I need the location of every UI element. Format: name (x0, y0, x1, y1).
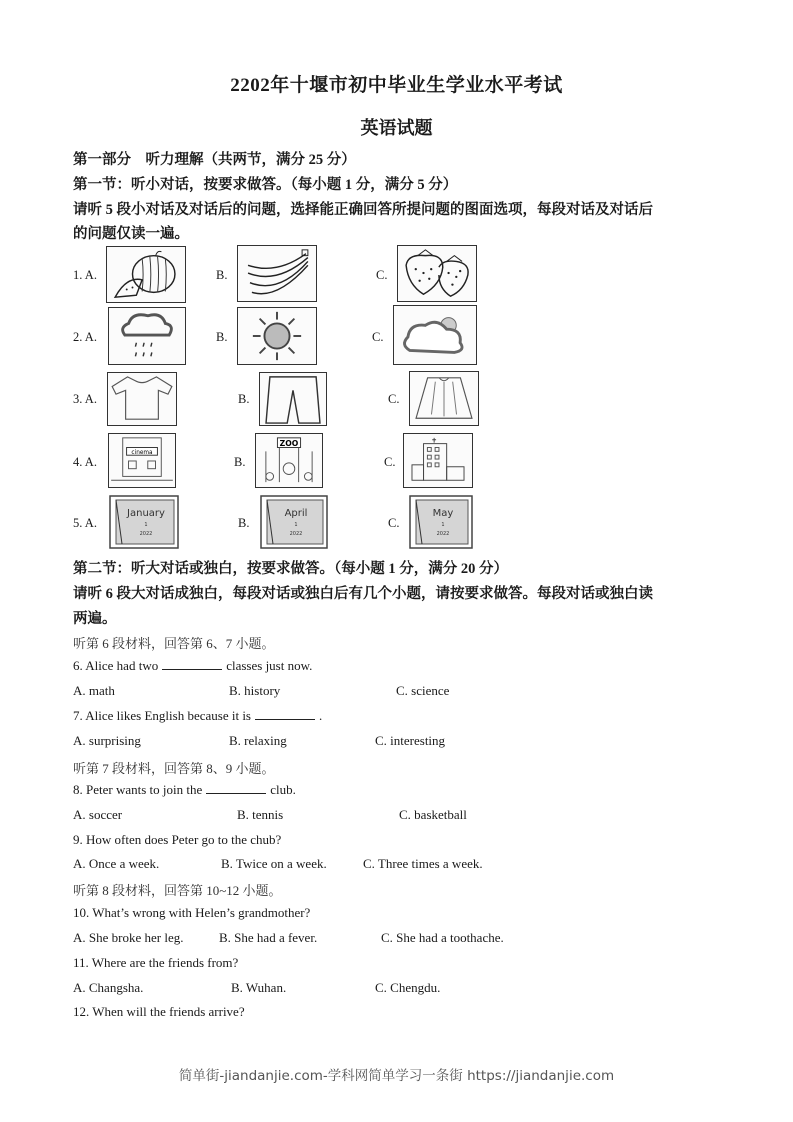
answer-blank (206, 783, 266, 794)
svg-text:1: 1 (441, 522, 445, 528)
sun-icon[interactable] (237, 307, 317, 365)
group7-intro: 听第 7 段材料，回答第 8、9 小题。 (73, 761, 275, 776)
svg-text:January: January (127, 508, 165, 519)
question-11: 11. Where are the friends from? (73, 955, 239, 970)
exam-title: 2202年十堰市初中毕业生学业水平考试 (230, 75, 563, 96)
q2-label-c: C. (372, 330, 384, 344)
rain-cloud-icon[interactable] (108, 307, 186, 365)
q7-option-a: A. surprising (73, 733, 141, 748)
q1-label-b: B. (216, 268, 228, 282)
q10-option-c: C. She had a toothache. (381, 930, 504, 945)
q2-label-a: 2. A. (73, 330, 97, 344)
calendar-may-icon[interactable] (408, 494, 474, 550)
section2-instruction-line1: 请听 6 段大对话成独白，每段对话或独白后有几个小题，请按要求做答。每段对话或独白读 (73, 586, 653, 602)
q6-option-a: A. math (73, 683, 115, 698)
trousers-icon[interactable] (259, 372, 327, 426)
question-9: 9. How often does Peter go to the chub? (73, 832, 282, 847)
q5-label-c: C. (388, 516, 400, 530)
q5-label-a: 5. A. (73, 516, 97, 530)
section2-heading: 第二节：听大对话或独白，按要求做答。（每小题 1 分，满分 20 分） (73, 561, 508, 577)
q3-label-b: B. (238, 392, 250, 406)
svg-text:May: May (432, 508, 454, 519)
t-shirt-icon[interactable] (107, 372, 177, 426)
section2-instruction-line2: 两遍。 (73, 611, 117, 627)
question-12: 12. When will the friends arrive? (73, 1004, 245, 1019)
q11-option-a: A. Changsha. (73, 980, 144, 995)
calendar-january-icon[interactable] (108, 494, 180, 550)
partly-cloudy-icon[interactable] (393, 305, 477, 365)
question-10: 10. What’s wrong with Helen’s grandmother? (73, 905, 311, 920)
question-6: 6. Alice had two classes just now. (73, 658, 313, 673)
q7-option-b: B. relaxing (229, 733, 287, 748)
svg-text:ZOO: ZOO (279, 439, 299, 449)
q11-option-c: C. Chengdu. (375, 980, 441, 995)
group6-intro: 听第 6 段材料，回答第 6、7 小题。 (73, 636, 275, 651)
answer-blank (162, 659, 222, 670)
part1-heading: 第一部分 听力理解（共两节，满分 25 分） (73, 152, 356, 168)
svg-text:April: April (284, 508, 308, 519)
answer-blank (255, 709, 315, 720)
svg-text:2022: 2022 (139, 531, 153, 537)
watermelon-icon[interactable] (106, 246, 186, 303)
q6-option-b: B. history (229, 683, 281, 698)
q2-label-b: B. (216, 330, 228, 344)
svg-text:2022: 2022 (436, 531, 450, 537)
svg-text:1: 1 (294, 522, 298, 528)
svg-text:2022: 2022 (289, 531, 303, 537)
q1-label-a: 1. A. (73, 268, 97, 282)
group8-intro: 听第 8 段材料，回答第 10~12 小题。 (73, 883, 282, 898)
q9-option-b: B. Twice on a week. (221, 856, 327, 871)
zoo-icon[interactable] (255, 433, 323, 488)
svg-text:1: 1 (144, 522, 148, 528)
exam-subtitle: 英语试题 (360, 118, 433, 138)
q1-label-c: C. (376, 268, 388, 282)
q9-option-c: C. Three times a week. (363, 856, 483, 871)
strawberries-icon[interactable] (397, 245, 477, 302)
q8-option-a: A. soccer (73, 807, 123, 822)
q7-option-c: C. interesting (375, 733, 446, 748)
q8-option-c: C. basketball (399, 807, 467, 822)
q6-option-c: C. science (396, 683, 450, 698)
q9-option-a: A. Once a week. (73, 856, 160, 871)
watermark-footer: 简单街-jiandanjie.com-学科网简单学习一条街 https://jiandanjie.com (178, 1068, 615, 1084)
q3-label-c: C. (388, 392, 400, 406)
skirt-icon[interactable] (409, 371, 479, 426)
q8-option-b: B. tennis (237, 807, 284, 822)
hospital-building-icon[interactable] (403, 433, 473, 488)
cinema-icon[interactable] (108, 433, 176, 488)
q3-label-a: 3. A. (73, 392, 97, 406)
q5-label-b: B. (238, 516, 250, 530)
question-7: 7. Alice likes English because it is . (73, 708, 323, 723)
question-8: 8. Peter wants to join the club. (73, 782, 296, 797)
svg-text:cinema: cinema (131, 449, 153, 456)
q4-label-b: B. (234, 455, 246, 469)
q4-label-c: C. (384, 455, 396, 469)
q10-option-b: B. She had a fever. (219, 930, 318, 945)
q10-option-a: A. She broke her leg. (73, 930, 184, 945)
q4-label-a: 4. A. (73, 455, 97, 469)
section1-instruction-line1: 请听 5 段小对话及对话后的问题，选择能正确回答所提问题的图面选项，每段对话及对话后 (73, 202, 653, 218)
section1-instruction-line2: 的问题仅读一遍。 (73, 226, 189, 242)
calendar-april-icon[interactable] (259, 494, 329, 550)
q11-option-b: B. Wuhan. (231, 980, 287, 995)
section1-heading: 第一节：听小对话，按要求做答。（每小题 1 分，满分 5 分） (73, 177, 458, 193)
bananas-icon[interactable] (237, 245, 317, 302)
